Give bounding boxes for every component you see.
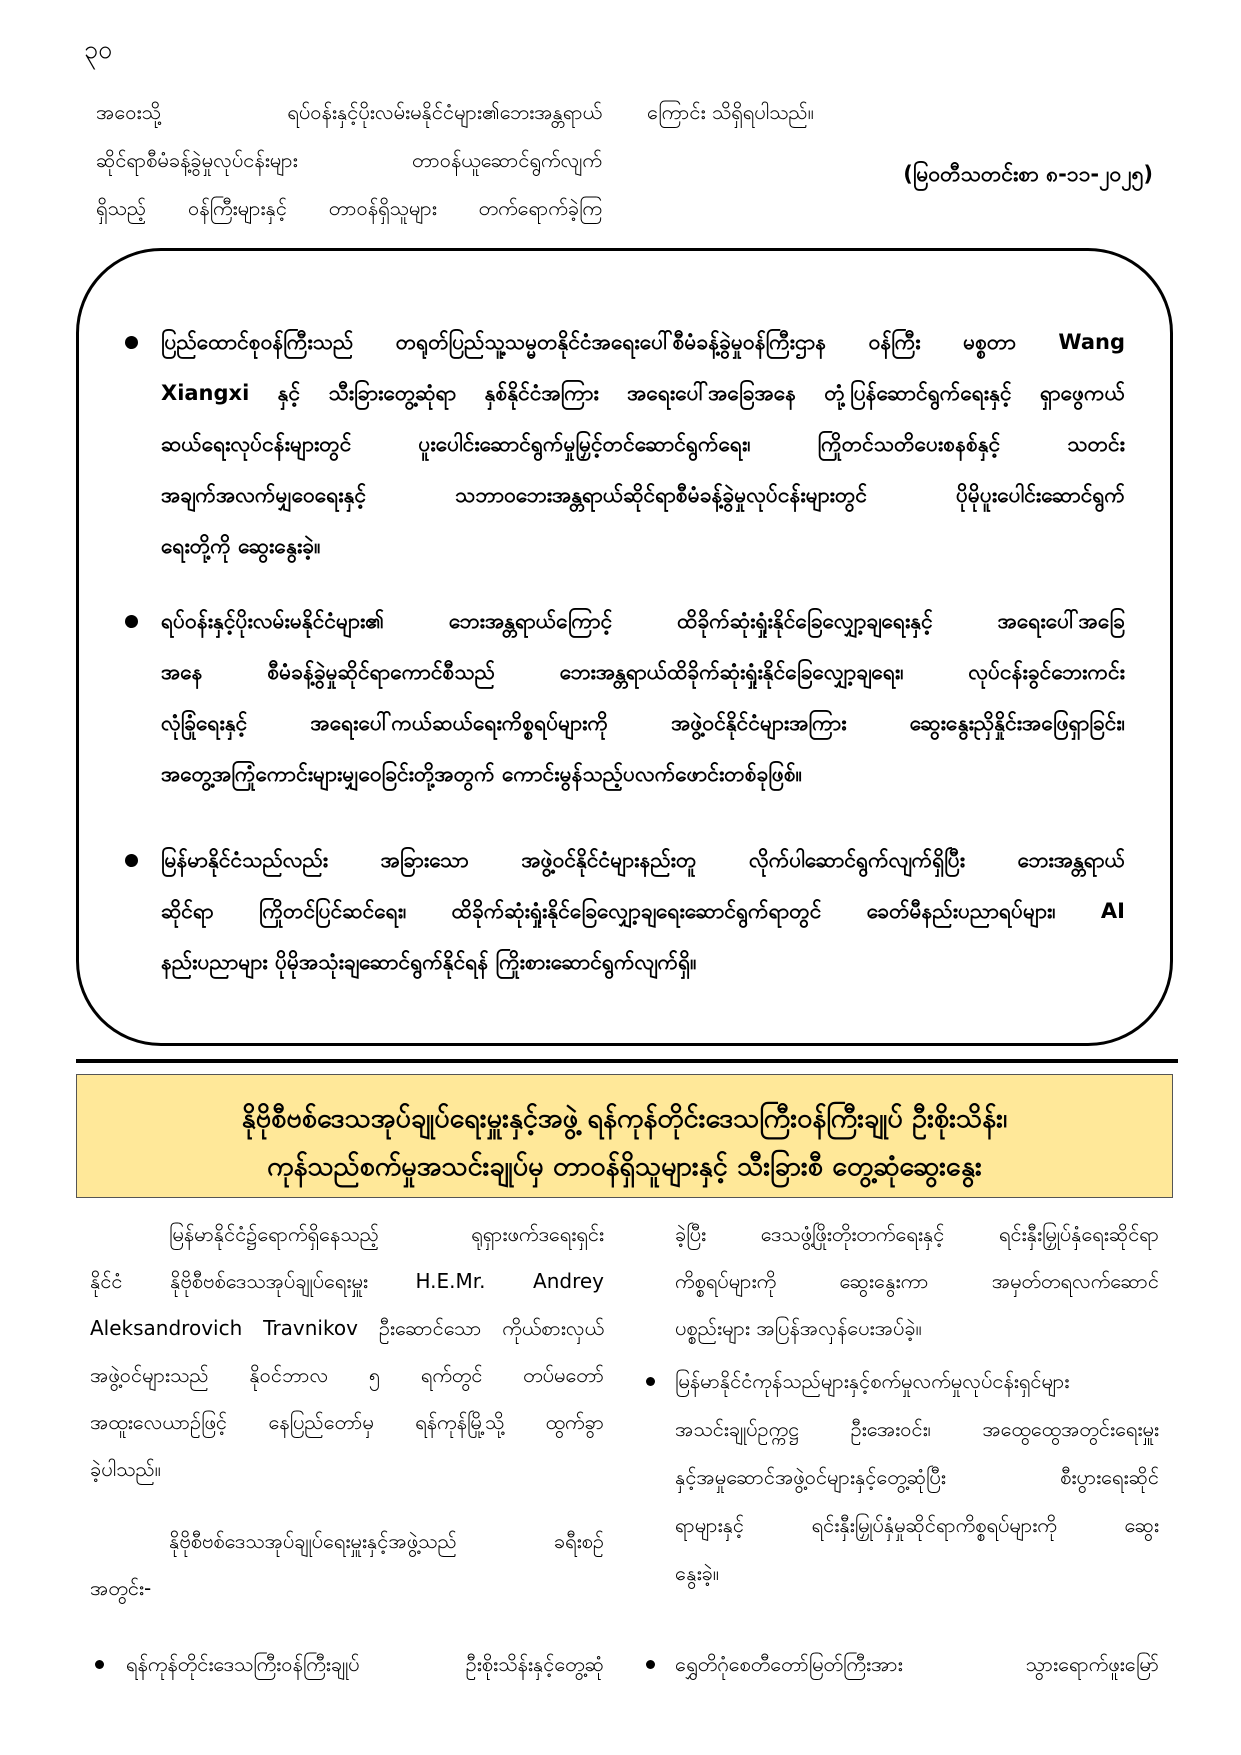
text-line: ဆိုင်ရာစီမံခန့်ခွဲမှုလုပ်ငန်းများ တာဝန်ယူဆောင်ရွက်လျက် xyxy=(96,148,602,172)
highlight-bullet-paragraph xyxy=(161,835,1125,988)
highlight-line: ရေးတို့ကို ဆွေးနွေးခဲ့။ xyxy=(161,534,321,558)
headline-banner xyxy=(76,1074,1173,1198)
text-line: အဝေးသို့ ရပ်ဝန်းနှင့်ပိုးလမ်းမနိုင်ငံများ၏ဘေးအန္တရာယ် xyxy=(96,100,602,124)
text-line: ရှိသည့် ဝန်ကြီးများနှင့် တာဝန်ရှိသူများ တက်ရောက်ခဲ့ကြ xyxy=(96,196,602,220)
section-divider xyxy=(76,1059,1178,1063)
highlight-box xyxy=(76,248,1173,1046)
article-line: Aleksandrovich Travnikov ဦးဆောင်သော ကိုယ်စားလှယ် xyxy=(90,1316,604,1340)
highlight-bullet-paragraph xyxy=(161,596,1125,800)
article-line: မြန်မာနိုင်ငံကုန်သည်များနှင့်စက်မှုလက်မှုလုပ်ငန်းရှင်များ xyxy=(675,1369,1070,1393)
article-line: အဖွဲ့ဝင်များသည် နိုဝင်ဘာလ ၅ ရက်တွင် တပ်မတော် xyxy=(90,1363,604,1387)
text-line: ကြောင်း သိရှိရပါသည်။ xyxy=(647,100,814,124)
article-line: ရွှေတိဂုံစေတီတော်မြတ်ကြီးအား သွားရောက်ဖူးမြော် xyxy=(675,1652,1159,1676)
bullet-icon xyxy=(125,615,138,628)
highlight-line: အချက်အလက်မျှဝေရေးနှင့် သဘာဝဘေးအန္တရာယ်ဆိုင်ရာစီမံခန့်ခွဲမှုလုပ်ငန်းများတွင် ပိုမိုပူးပေါင်းဆောင်ရွက် xyxy=(161,483,1125,507)
article-bullet-continuation xyxy=(675,1211,1159,1352)
article-line: ရာများနှင့် ရင်းနှီးမြှုပ်နှံမှုဆိုင်ရာကိစ္စရပ်များကို ဆွေး xyxy=(675,1513,1159,1537)
article-bullet-item xyxy=(675,1357,1159,1597)
bullet-icon xyxy=(125,854,138,867)
bullet-icon xyxy=(95,1660,104,1669)
article-line: ကိစ္စရပ်များကို ဆွေးနွေးကာ အမှတ်တရလက်ဆောင် xyxy=(675,1269,1159,1293)
highlight-line: အတွေ့အကြုံကောင်းများမျှဝေခြင်းတို့အတွက် ကောင်းမွန်သည့်ပလက်ဖောင်းတစ်ခုဖြစ်။ xyxy=(161,762,803,786)
article-line: ခဲ့ပြီး ဒေသဖွံ့ဖြိုးတိုးတက်ရေးနှင့် ရင်းနှီးမြှုပ်နှံရေးဆိုင်ရာ xyxy=(675,1222,1159,1246)
headline-line: ကုန်သည်စက်မှုအသင်းချုပ်မှ တာဝန်ရှိသူများနှင့် သီးခြားစီ တွေ့ဆုံဆွေးနွေး xyxy=(267,1151,982,1182)
highlight-line: ဆိုင်ရာ ကြိုတင်ပြင်ဆင်ရေး၊ ထိခိုက်ဆုံးရှုံးနိုင်ခြေလျှော့ချရေးဆောင်ရွက်ရာတွင် ခေတ်မီနည်းပညာရပ်များ၊ AI xyxy=(161,899,1125,923)
article-line: နွေးခဲ့။ xyxy=(675,1561,719,1585)
top-right-column xyxy=(647,88,1047,136)
highlight-line: မြန်မာနိုင်ငံသည်လည်း အခြားသော အဖွဲ့ဝင်နိုင်ငံများနည်းတူ လိုက်ပါဆောင်ရွက်လျက်ရှိပြီး ဘေးအန္တရာယ် xyxy=(161,848,1125,872)
top-left-column xyxy=(96,88,602,232)
article-paragraph xyxy=(90,1211,604,1493)
highlight-line: နည်းပညာများ ပိုမိုအသုံးချဆောင်ရွက်နိုင်ရန် ကြိုးစားဆောင်ရွက်လျက်ရှိ။ xyxy=(161,950,697,974)
highlight-line: လုံခြုံရေးနှင့် အရေးပေါ်ကယ်ဆယ်ရေးကိစ္စရပ်များကို အဖွဲ့ဝင်နိုင်ငံများအကြား ဆွေးနွေးညှိနှိုင်းအဖြေရှာခြင်း၊ xyxy=(161,711,1125,735)
article-line: အထူးလေယာဉ်ဖြင့် နေပြည်တော်မှ ရန်ကုန်မြို့သို့ ထွက်ခွာ xyxy=(90,1410,604,1434)
highlight-line: ဆယ်ရေးလုပ်ငန်းများတွင် ပူးပေါင်းဆောင်ရွက်မှုမြှင့်တင်ဆောင်ရွက်ရေး၊ ကြိုတင်သတိပေးစနစ်နှင့် သတင်း xyxy=(161,432,1125,456)
article-line: ရန်ကုန်တိုင်းဒေသကြီးဝန်ကြီးချုပ် ဦးစိုးသိန်းနှင့်တွေ့ဆုံ xyxy=(126,1652,604,1676)
article-line: ပစ္စည်းများ အပြန်အလှန်ပေးအပ်ခဲ့။ xyxy=(675,1316,922,1340)
highlight-line: ပြည်ထောင်စုဝန်ကြီးသည် တရုတ်ပြည်သူ့သမ္မတနိုင်ငံအရေးပေါ်စီမံခန့်ခွဲမှုဝန်ကြီးဌာန ဝန်ကြီး မစ္စတာ Wang xyxy=(161,330,1125,354)
page-number: ၃၀ xyxy=(84,35,113,64)
article-line: နိုဗိုစီဗစ်ဒေသအုပ်ချုပ်ရေးမှူးနှင့်အဖွဲ့သည် ခရီးစဉ် xyxy=(169,1529,604,1553)
article-line: နှင့်အမှုဆောင်အဖွဲ့ဝင်များနှင့်တွေ့ဆုံပြီး စီးပွားရေးဆိုင် xyxy=(675,1465,1159,1489)
bullet-icon xyxy=(646,1377,655,1386)
article-line: အသင်းချုပ်ဥက္ကဋ္ဌ ဦးအေးဝင်း၊ အထွေထွေအတွင်းရေးမှူး xyxy=(675,1417,1159,1441)
article-bullet-item xyxy=(675,1641,1159,1688)
highlight-line: ရပ်ဝန်းနှင့်ပိုးလမ်းမနိုင်ငံများ၏ ဘေးအန္တရာယ်ကြောင့် ထိခိုက်ဆုံးရှုံးနိုင်ခြေလျှော့ချရေးနှင့် အရေးပေါ်အခြေ xyxy=(161,609,1125,633)
article-paragraph xyxy=(90,1518,604,1612)
highlight-line: Xiangxi နှင့် သီးခြားတွေ့ဆုံရာ နှစ်နိုင်ငံအကြား အရေးပေါ်အခြေအနေ တုံ့ပြန်ဆောင်ရွက်ရေးနှင့် ရှာဖွေကယ် xyxy=(161,381,1125,405)
highlight-bullet-paragraph xyxy=(161,317,1125,572)
article-line: မြန်မာနိုင်ငံ၌ရောက်ရှိနေသည့် ရုရှားဖက်ဒရေးရှင်း xyxy=(169,1222,604,1246)
bullet-icon xyxy=(125,336,138,349)
article-line: အတွင်း- xyxy=(90,1576,152,1600)
headline-line: နိုဗိုစီဗစ်ဒေသအုပ်ချုပ်ရေးမှူးနှင့်အဖွဲ့ ရန်ကုန်တိုင်းဒေသကြီးဝန်ကြီးချုပ် ဦးစိုးသိန်း၊ xyxy=(241,1103,1008,1134)
article-line: နိုင်ငံ နိုဗိုစီဗစ်ဒေသအုပ်ချုပ်ရေးမှူး H.E.Mr. Andrey xyxy=(90,1269,604,1293)
article-line: ခဲ့ပါသည်။ xyxy=(90,1457,161,1481)
article-bullet-item xyxy=(126,1641,604,1688)
bullet-icon xyxy=(646,1660,655,1669)
highlight-line: အနေ စီမံခန့်ခွဲမှုဆိုင်ရာကောင်စီသည် ဘေးအန္တရာယ်ထိခိုက်ဆုံးရှုံးနိုင်ခြေလျှော့ချရေး၊ လုပ်ငန်းခွင်ဘေးကင်း xyxy=(161,660,1125,684)
source-credit: (မြဝတီသတင်းစာ ၈-၁၁-၂၀၂၅) xyxy=(903,162,1153,186)
